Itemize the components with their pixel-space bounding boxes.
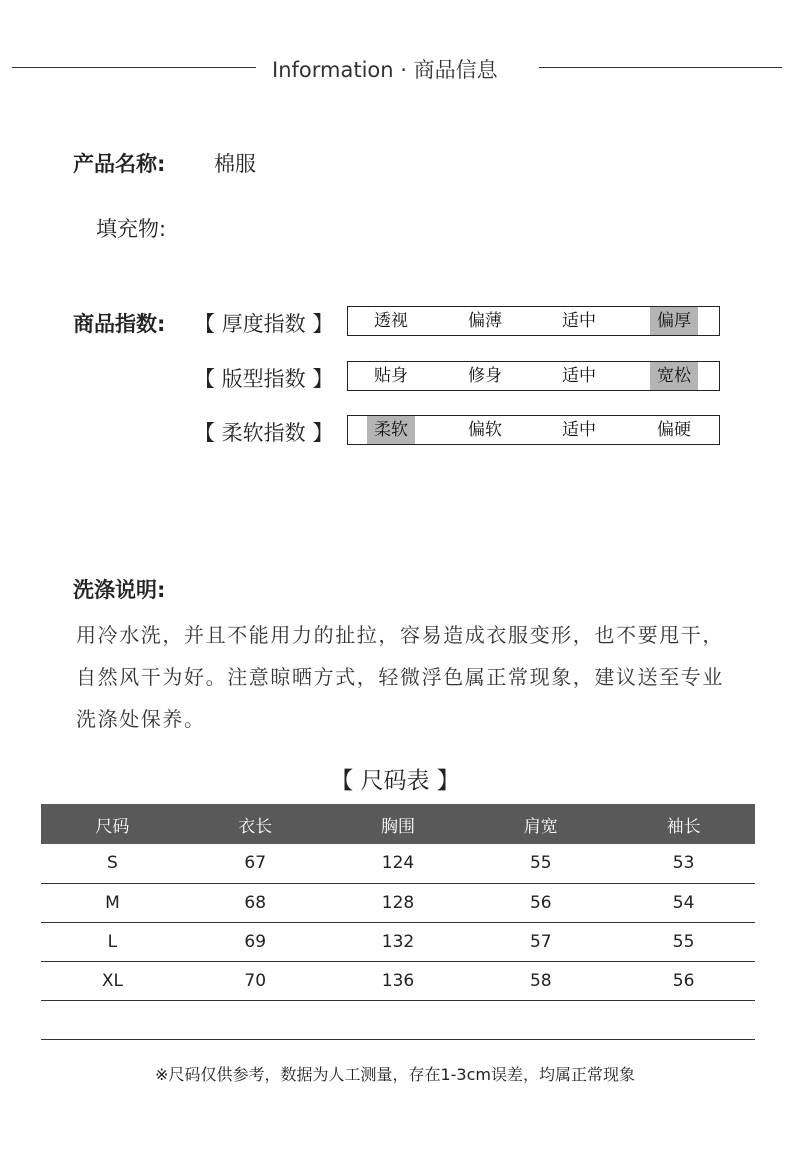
softness-option: 适中 <box>562 420 596 440</box>
thickness-index-scale <box>347 306 720 336</box>
section-header <box>12 50 782 86</box>
table-cell: 58 <box>469 961 612 1000</box>
fit-option: 宽松 <box>650 362 698 390</box>
table-cell: 136 <box>327 961 470 1000</box>
table-cell: 67 <box>184 844 327 883</box>
empty-cell <box>41 1000 755 1039</box>
fit-option: 修身 <box>468 366 502 386</box>
fit-option: 适中 <box>562 366 596 386</box>
filling-label: 填充物: <box>96 217 167 241</box>
header-length: 衣长 <box>184 804 327 844</box>
softness-option: 柔软 <box>367 416 415 444</box>
fit-index-scale <box>347 361 720 391</box>
thickness-option: 偏薄 <box>468 311 502 331</box>
table-cell: 57 <box>469 922 612 961</box>
thickness-option: 透视 <box>374 311 408 331</box>
thickness-index-label: 【 厚度指数 】 <box>194 312 334 336</box>
table-cell: S <box>41 844 184 883</box>
table-cell: 56 <box>469 883 612 922</box>
table-header-row <box>41 804 755 844</box>
table-row <box>41 844 755 883</box>
product-name-label: 产品名称: <box>73 152 166 176</box>
header-chest: 胸围 <box>327 804 470 844</box>
table-cell: 53 <box>612 844 755 883</box>
thickness-option: 适中 <box>562 311 596 331</box>
size-chart-table <box>41 804 755 1040</box>
softness-option: 偏软 <box>468 420 502 440</box>
size-chart-title: 【 尺码表 】 <box>330 768 460 794</box>
table-cell: 124 <box>327 844 470 883</box>
table-cell: 132 <box>327 922 470 961</box>
size-chart-note: ※尺码仅供参考，数据为人工测量，存在1-3cm误差，均属正常现象 <box>155 1065 635 1084</box>
table-row <box>41 883 755 922</box>
table-row-empty <box>41 1000 755 1039</box>
softness-option: 偏硬 <box>657 420 691 440</box>
header-shoulder: 肩宽 <box>469 804 612 844</box>
table-cell: XL <box>41 961 184 1000</box>
table-cell: 128 <box>327 883 470 922</box>
fit-option: 贴身 <box>374 366 408 386</box>
thickness-option: 偏厚 <box>650 307 698 335</box>
softness-index-label: 【 柔软指数 】 <box>194 421 334 445</box>
washing-title: 洗涤说明: <box>73 578 166 602</box>
table-cell: 69 <box>184 922 327 961</box>
table-row <box>41 961 755 1000</box>
header-divider-right <box>539 67 782 68</box>
table-cell: 55 <box>612 922 755 961</box>
washing-instructions: 用冷水洗，并且不能用力的扯拉，容易造成衣服变形，也不要甩干，自然风干为好。注意晾晒方式，轻微浮色属正常现象，建议送至专业洗涤处保养。 <box>76 623 724 731</box>
table-cell: 54 <box>612 883 755 922</box>
table-cell: 68 <box>184 883 327 922</box>
softness-index-scale <box>347 415 720 445</box>
table-cell: 70 <box>184 961 327 1000</box>
header-divider-left <box>12 67 256 68</box>
table-cell: 55 <box>469 844 612 883</box>
table-cell: L <box>41 922 184 961</box>
fit-index-label: 【 版型指数 】 <box>194 367 334 391</box>
product-name-value: 棉服 <box>214 152 256 176</box>
indices-label: 商品指数: <box>73 312 166 336</box>
table-cell: M <box>41 883 184 922</box>
header-sleeve: 袖长 <box>612 804 755 844</box>
header-size: 尺码 <box>41 804 184 844</box>
table-row <box>41 922 755 961</box>
header-title: Information · 商品信息 <box>272 58 498 82</box>
table-cell: 56 <box>612 961 755 1000</box>
